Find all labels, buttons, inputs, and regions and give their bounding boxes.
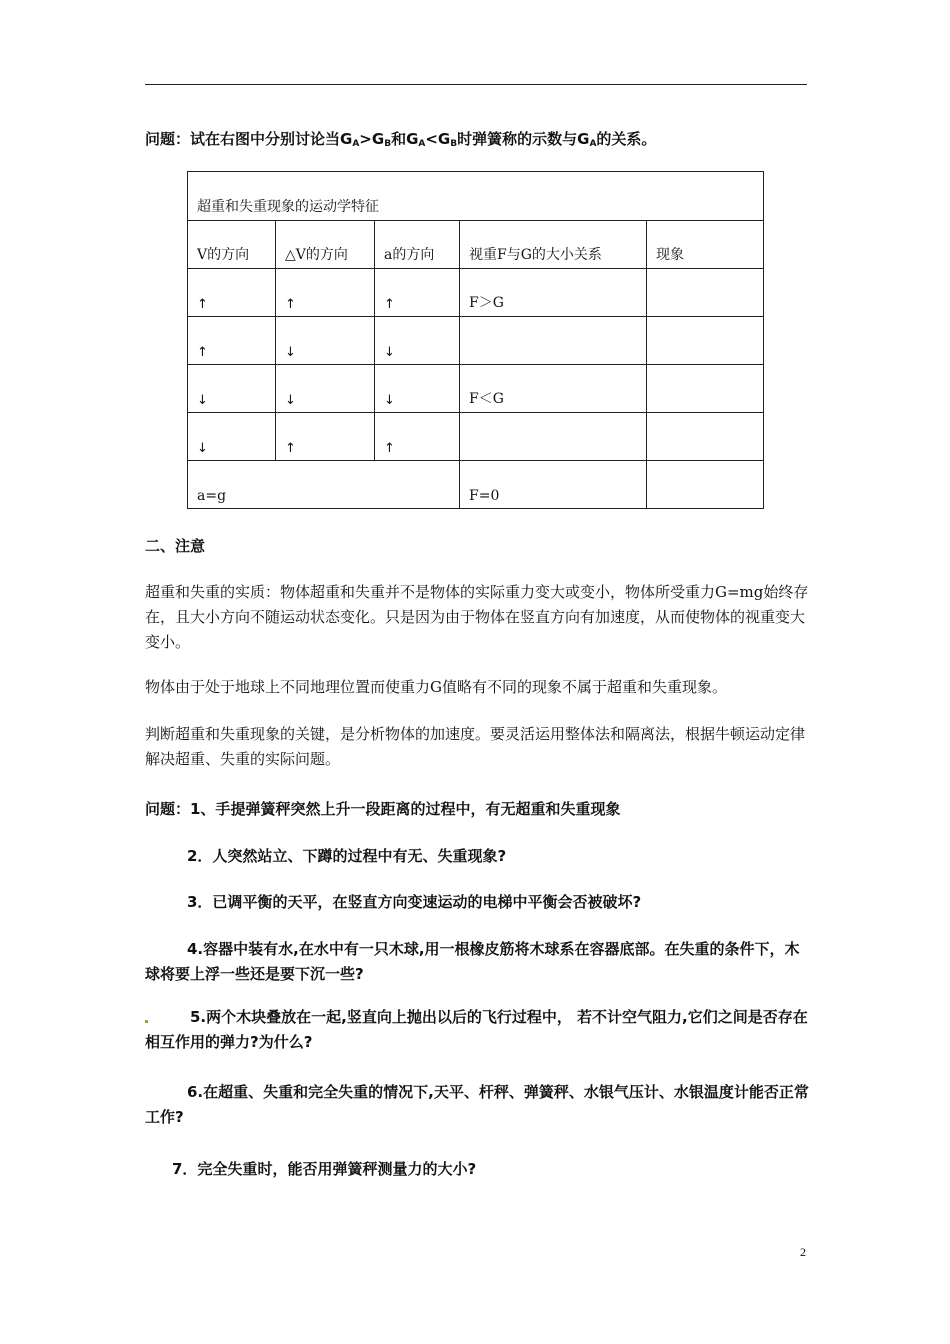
down-arrow-icon: ↓ xyxy=(375,317,460,365)
down-arrow-icon: ↓ xyxy=(276,317,375,365)
phenomenon-cell xyxy=(647,269,764,317)
question-intro: 问题：试在右图中分别讨论当$G_A>G_B$和$G_A<G_B$时弹簧称的示数与$G_A$的关系。 xyxy=(145,130,657,149)
note-paragraph: 判断超重和失重现象的关键，是分析物体的加速度。要灵活运用整体法和隔离法，根据牛顿运动定律解决超重、失重的实际问题。 xyxy=(145,725,806,768)
table-row xyxy=(188,317,764,365)
note-paragraph: 物体由于处于地球上不同地理位置而使重力G值略有不同的现象不属于超重和失重现象。 xyxy=(145,678,727,696)
header-a-direction: a的方向 xyxy=(375,221,460,269)
down-arrow-icon: ↓ xyxy=(188,365,276,413)
question-6: 6.在超重、失重和完全失重的情况下,天平、杆秤、弹簧秤、水银气压计、水银温度计能否正常工作? xyxy=(145,1083,809,1126)
header-weight-relation: 视重F与G的大小关系 xyxy=(460,221,647,269)
question-7: 7．完全失重时，能否用弹簧秤测量力的大小? xyxy=(172,1160,477,1178)
section-heading: 二、注意 xyxy=(145,537,206,555)
table-row xyxy=(188,269,764,317)
weight-relation-cell: F=0 xyxy=(460,461,647,509)
up-arrow-icon: ↑ xyxy=(276,413,375,461)
up-arrow-icon: ↑ xyxy=(188,269,276,317)
header-rule xyxy=(145,84,807,85)
header-phenomenon: 现象 xyxy=(647,221,764,269)
question-3: 3．已调平衡的天平，在竖直方向变速运动的电梯中平衡会否被破坏? xyxy=(187,893,642,911)
phenomenon-cell xyxy=(647,413,764,461)
weight-relation-cell xyxy=(460,413,647,461)
header-v-direction: V的方向 xyxy=(188,221,276,269)
up-arrow-icon: ↑ xyxy=(188,317,276,365)
phenomenon-cell xyxy=(647,461,764,509)
page-number: 2 xyxy=(800,1245,806,1259)
free-fall-condition: a=g xyxy=(188,461,460,509)
weight-relation-cell: F＜G xyxy=(460,365,647,413)
down-arrow-icon: ↓ xyxy=(276,365,375,413)
question-1: 问题：1、手提弹簧秤突然上升一段距离的过程中，有无超重和失重现象 xyxy=(145,800,621,818)
table-header-row xyxy=(188,221,764,269)
table-row xyxy=(188,461,764,509)
up-arrow-icon: ↑ xyxy=(276,269,375,317)
down-arrow-icon: ↓ xyxy=(188,413,276,461)
table-title-row xyxy=(188,172,764,221)
up-arrow-icon: ↑ xyxy=(375,269,460,317)
kinematics-table xyxy=(187,171,764,509)
up-arrow-icon: ↑ xyxy=(375,413,460,461)
weight-relation-cell xyxy=(460,317,647,365)
table-title: 超重和失重现象的运动学特征 xyxy=(188,172,764,221)
phenomenon-cell xyxy=(647,365,764,413)
down-arrow-icon: ↓ xyxy=(375,365,460,413)
note-paragraph: 超重和失重的实质：物体超重和失重并不是物体的实际重力变大或变小，物体所受重力G=mg始终存在，且大小方向不随运动状态变化。只是因为由于物体在竖直方向有加速度，从而使物体的视重变大变小。 xyxy=(145,583,809,651)
table-row xyxy=(188,365,764,413)
table-row xyxy=(188,413,764,461)
question-2: 2．人突然站立、下蹲的过程中有无、失重现象? xyxy=(187,847,507,865)
question-4: 4.容器中装有水,在水中有一只木球,用一根橡皮筋将木球系在容器底部。在失重的条件下，木球将要上浮一些还是要下沉一些? xyxy=(145,940,800,983)
weight-relation-cell: F＞G xyxy=(460,269,647,317)
phenomenon-cell xyxy=(647,317,764,365)
question-5: 5.两个木块叠放在一起,竖直向上抛出以后的飞行过程中， 若不计空气阻力,它们之间是否存在相互作用的弹力?为什么? xyxy=(145,1008,808,1051)
header-dv-direction: △V的方向 xyxy=(276,221,375,269)
